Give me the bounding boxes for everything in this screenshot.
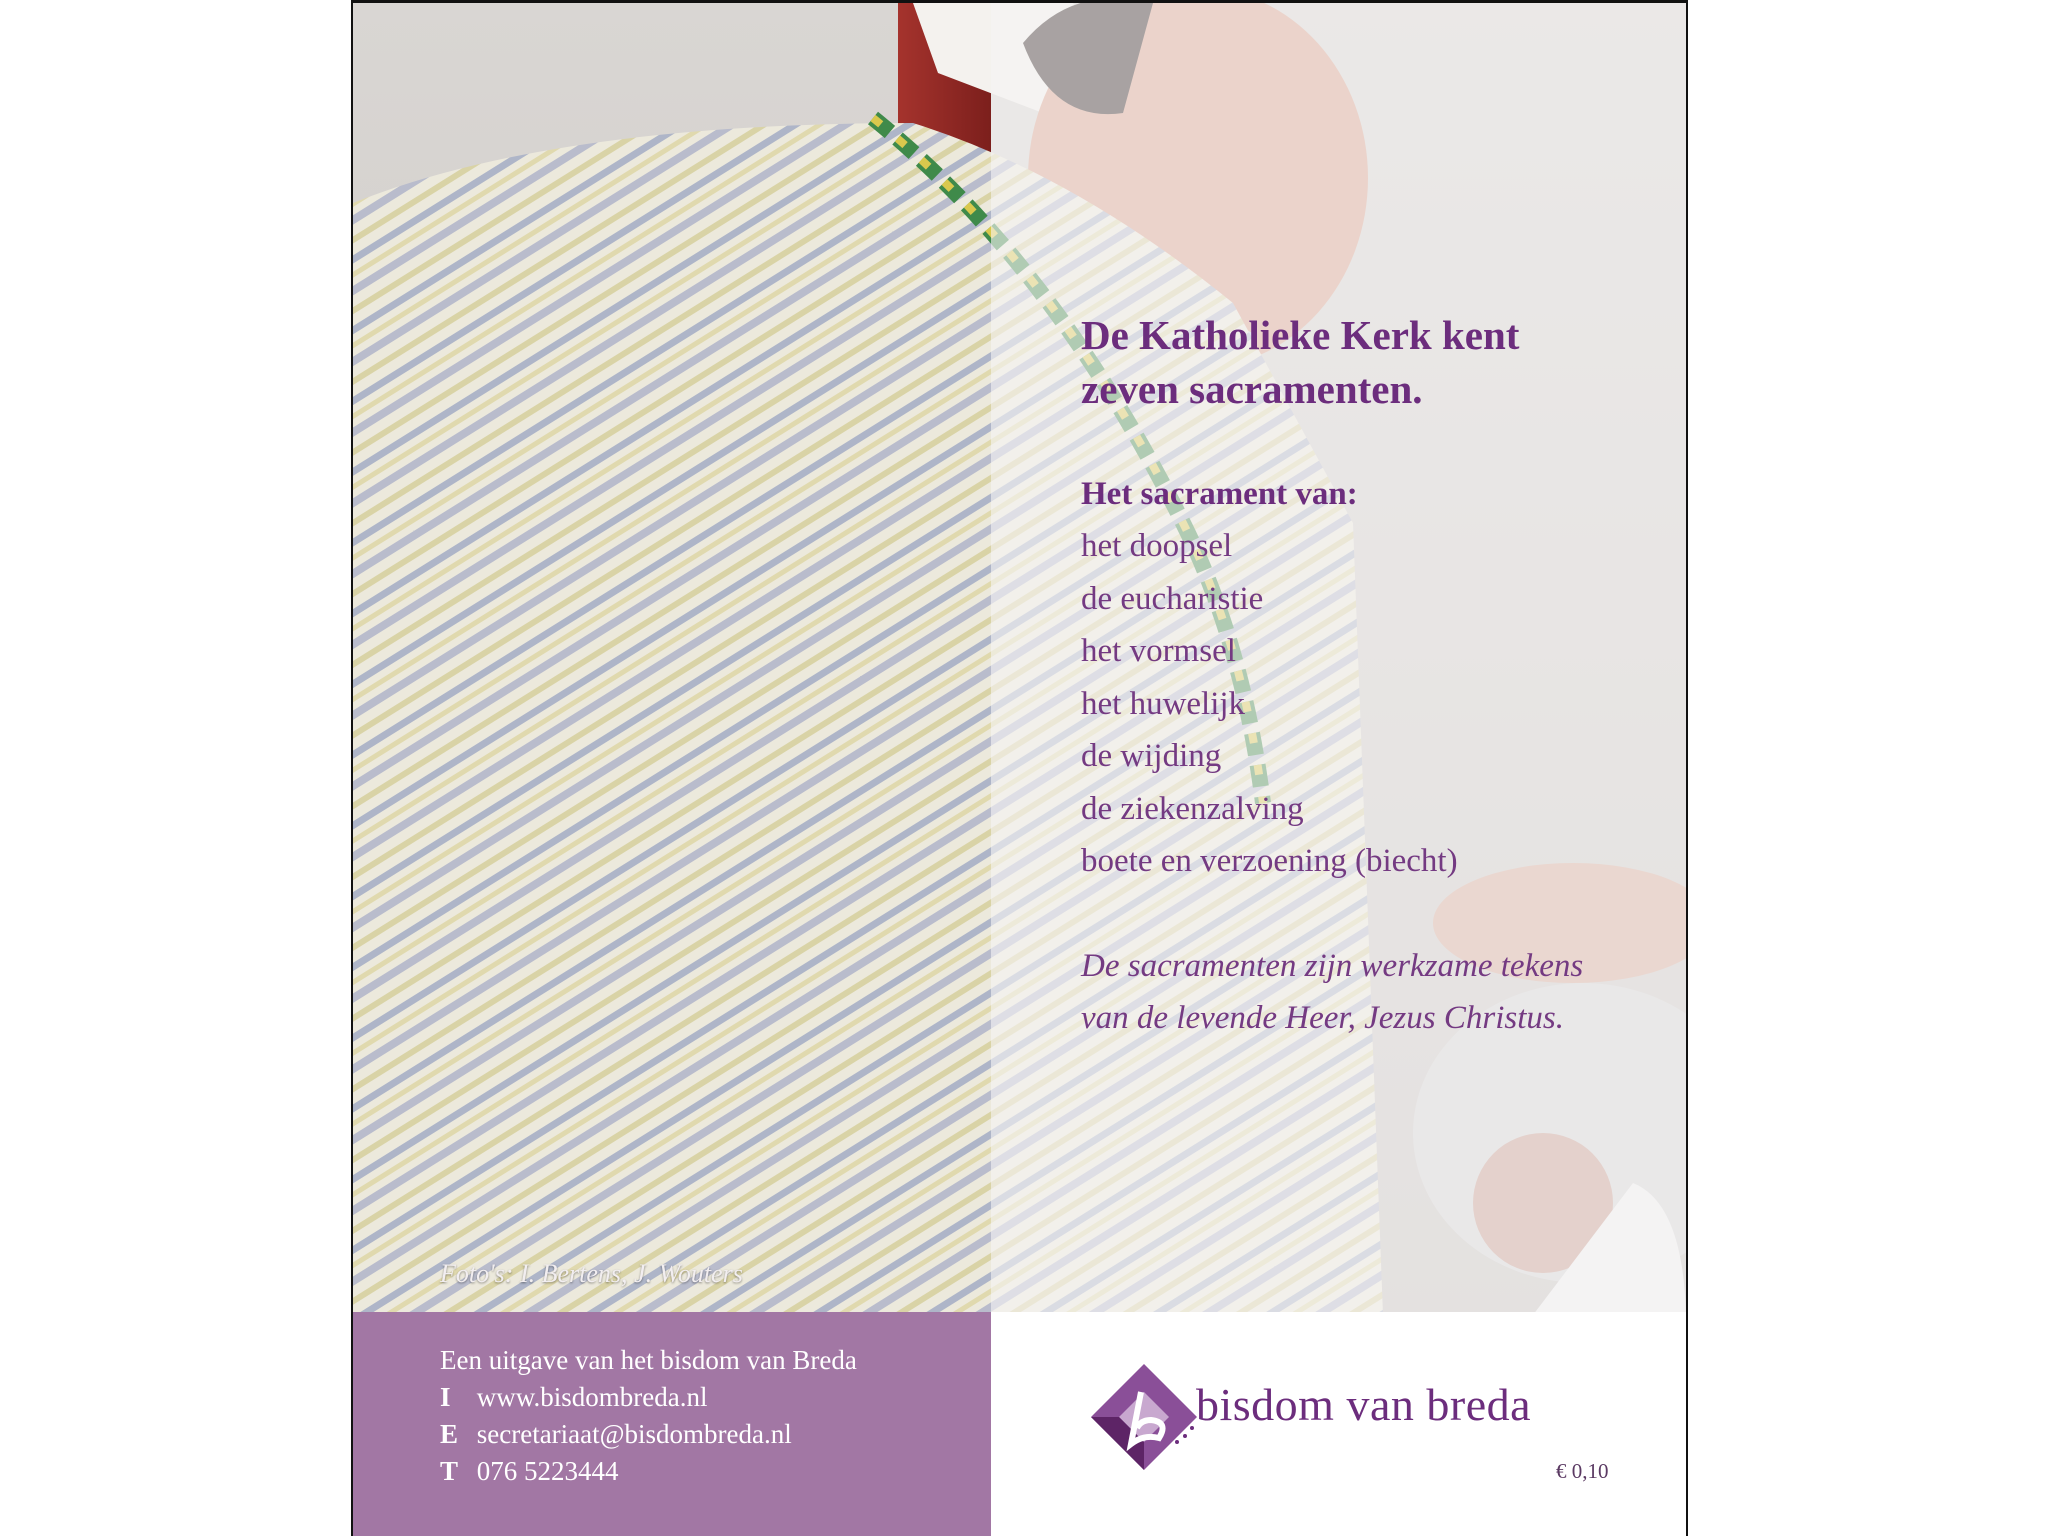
contact-key: I [440,1382,451,1412]
sacraments-text-block [1081,308,1661,1044]
list-item: boete en verzoening (biecht) [1081,843,1458,879]
phone-number[interactable]: 076 5223444 [476,1456,619,1486]
contact-website[interactable] [440,1379,792,1416]
publisher-footer [353,1312,991,1536]
quote-line-2: van de levende Heer, Jezus Christus. [1081,999,1564,1036]
heading-line-1: De Katholieke Kerk kent [1081,312,1520,358]
contact-phone[interactable] [440,1453,792,1490]
list-item: de wijding [1081,738,1222,774]
photo-credit: Foto's: I. Bertens, J. Wouters [440,1259,743,1288]
contact-key: E [440,1419,459,1449]
contact-email[interactable] [440,1416,792,1453]
sacrament-list [1081,520,1661,888]
list-item: het doopsel [1081,528,1233,564]
email-link[interactable]: secretariaat@bisdombreda.nl [476,1419,792,1449]
list-item: de ziekenzalving [1081,790,1304,827]
logo-footer [991,1312,1686,1536]
heading-line-2: zeven sacramenten. [1081,366,1423,412]
closing-quote [1081,940,1661,1044]
leaflet-page [351,0,1688,1536]
website-link[interactable]: www.bisdombreda.nl [476,1382,708,1412]
list-item: het vormsel [1081,633,1236,669]
sacrament-subheading: Het sacrament van: [1081,476,1358,512]
page-title [1081,308,1661,416]
contact-key: T [440,1456,459,1486]
price-label: € 0,10 [1556,1459,1609,1483]
publisher-line: Een uitgave van het bisdom van Breda [440,1345,857,1375]
list-item: de eucharistie [1081,580,1264,617]
contact-list [440,1379,792,1490]
diocese-diamond-logo-icon [1089,1362,1199,1472]
quote-line-1: De sacramenten zijn werkzame tekens [1081,947,1584,984]
logo-wordmark: bisdom van breda [1196,1379,1532,1430]
list-item: het huwelijk [1081,685,1246,722]
